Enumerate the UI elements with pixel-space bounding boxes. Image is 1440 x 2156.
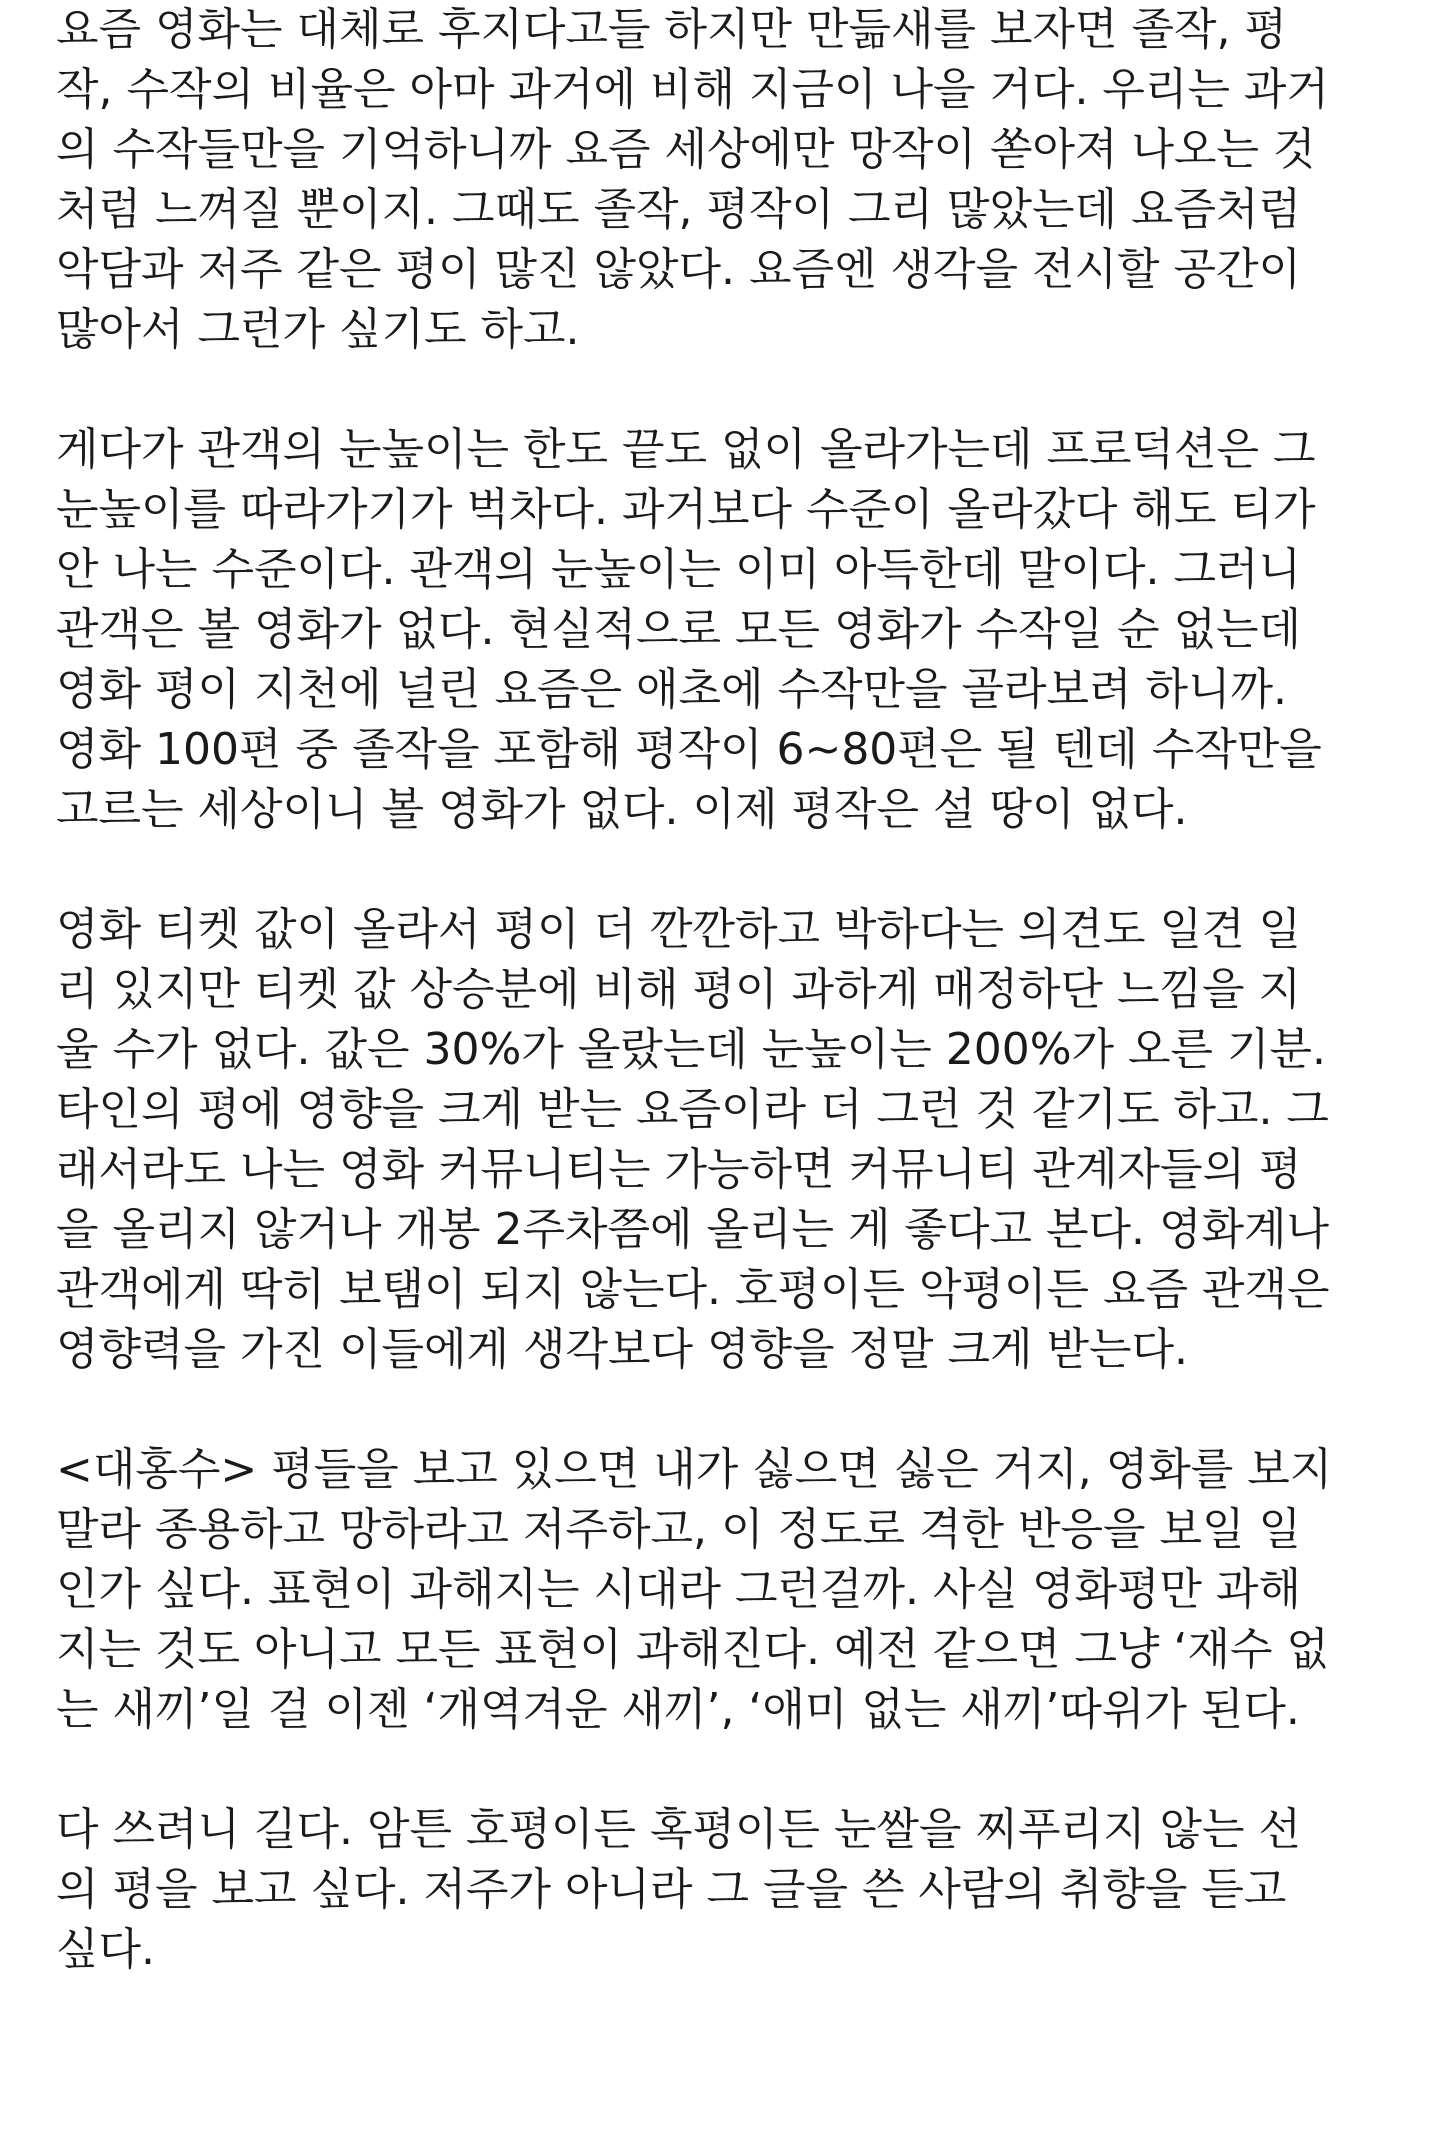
paragraph-5 <box>56 1800 1396 1980</box>
text-line: 인가 싶다. 표현이 과해지는 시대라 그런걸까. 사실 영화평만 과해 <box>56 1564 1301 1615</box>
text-line: 악담과 저주 같은 평이 많진 않았다. 요즘엔 생각을 전시할 공간이 <box>56 244 1301 295</box>
paragraph-gap <box>56 1380 1396 1440</box>
text-line: 리 있지만 티켓 값 상승분에 비해 평이 과하게 매정하단 느낌을 지 <box>56 964 1301 1015</box>
text-line: 영화 100편 중 졸작을 포함해 평작이 6~80편은 될 텐데 수작만을 <box>56 724 1322 775</box>
paragraph-1 <box>56 0 1396 360</box>
text-line: 싶다. <box>56 1924 155 1975</box>
article-body <box>56 0 1396 1980</box>
paragraph-gap <box>56 840 1396 900</box>
paragraph-2 <box>56 420 1396 840</box>
paragraph-gap <box>56 360 1396 420</box>
text-line: 눈높이를 따라가기가 벅차다. 과거보다 수준이 올라갔다 해도 티가 <box>56 484 1316 535</box>
text-line: 지는 것도 아니고 모든 표현이 과해진다. 예전 같으면 그냥 ‘재수 없 <box>56 1624 1329 1675</box>
paragraph-gap <box>56 1740 1396 1800</box>
text-line: 의 수작들만을 기억하니까 요즘 세상에만 망작이 쏟아져 나오는 것 <box>56 124 1316 175</box>
text-line: 관객에게 딱히 보탬이 되지 않는다. 호평이든 악평이든 요즘 관객은 <box>56 1264 1330 1315</box>
paragraph-3 <box>56 900 1396 1380</box>
text-line: 작, 수작의 비율은 아마 과거에 비해 지금이 나을 거다. 우리는 과거 <box>56 64 1329 115</box>
text-line: 말라 종용하고 망하라고 저주하고, 이 정도로 격한 반응을 보일 일 <box>56 1504 1301 1555</box>
text-line: 다 쓰려니 길다. 암튼 호평이든 혹평이든 눈쌀을 찌푸리지 않는 선 <box>56 1804 1301 1855</box>
text-line: 타인의 평에 영향을 크게 받는 요즘이라 더 그런 것 같기도 하고. 그 <box>56 1084 1329 1135</box>
text-line: 는 새끼’일 걸 이젠 ‘개역겨운 새끼’, ‘애미 없는 새끼’따위가 된다. <box>56 1684 1300 1735</box>
text-line: 영화 티켓 값이 올라서 평이 더 깐깐하고 박하다는 의견도 일견 일 <box>56 904 1301 955</box>
text-line: <대홍수> 평들을 보고 있으면 내가 싫으면 싫은 거지, 영화를 보지 <box>56 1444 1333 1495</box>
text-line: 을 올리지 않거나 개봉 2주차쯤에 올리는 게 좋다고 본다. 영화계나 <box>56 1204 1329 1255</box>
text-line: 영화 평이 지천에 널린 요즘은 애초에 수작만을 골라보려 하니까. <box>56 664 1287 715</box>
text-line: 요즘 영화는 대체로 후지다고들 하지만 만듦새를 보자면 졸작, 평 <box>56 4 1287 55</box>
text-line: 영향력을 가진 이들에게 생각보다 영향을 정말 크게 받는다. <box>56 1324 1188 1375</box>
paragraph-4 <box>56 1440 1396 1740</box>
text-line: 처럼 느껴질 뿐이지. 그때도 졸작, 평작이 그리 많았는데 요즘처럼 <box>56 184 1301 235</box>
text-line: 게다가 관객의 눈높이는 한도 끝도 없이 올라가는데 프로덕션은 그 <box>56 424 1316 475</box>
text-line: 의 평을 보고 싶다. 저주가 아니라 그 글을 쓴 사람의 취향을 듣고 <box>56 1864 1287 1915</box>
text-line: 많아서 그런가 싶기도 하고. <box>56 304 580 355</box>
text-line: 관객은 볼 영화가 없다. 현실적으로 모든 영화가 수작일 순 없는데 <box>56 604 1301 655</box>
text-line: 울 수가 없다. 값은 30%가 올랐는데 눈높이는 200%가 오른 기분. <box>56 1024 1327 1075</box>
text-line: 래서라도 나는 영화 커뮤니티는 가능하면 커뮤니티 관계자들의 평 <box>56 1144 1302 1195</box>
text-line: 안 나는 수준이다. 관객의 눈높이는 이미 아득한데 말이다. 그러니 <box>56 544 1301 595</box>
text-line: 고르는 세상이니 볼 영화가 없다. 이제 평작은 설 땅이 없다. <box>56 784 1188 835</box>
